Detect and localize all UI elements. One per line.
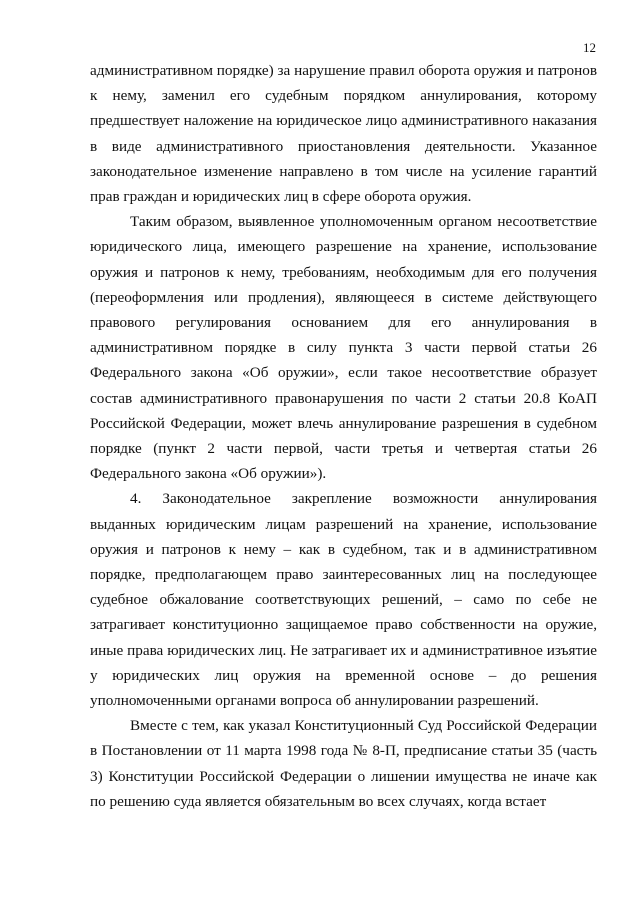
document-body xyxy=(90,58,597,814)
paragraph-continuation: административном порядке) за нарушение правил оборота оружия и патронов к нему, заменил его судебным порядком аннулирования, которому предшествует наложение на юридическое лицо административного наказания в виде административного приостановления деятельности. Указанное законодательное изменение направлено в том числе на усиление гарантий прав граждан и юридических лиц в сфере оборота оружия. xyxy=(90,62,597,206)
page-number: 12 xyxy=(583,40,596,55)
paragraph-point-4: 4. Законодательное закрепление возможности аннулирования выданных юридическим лицам разрешений на хранение, использование оружия и патронов к нему – как в судебном, так и в административном порядке, предполагающем право заинтересованных лиц на последующее судебное обжалование соответствующих решений, – само по себе не затрагивает конституционно защищаемое право собственности на оружие, иные права юридических лиц. Не затрагивает их и административное изъятие у юридических лиц оружия на временной основе – до решения уполномоченными органами вопроса об аннулировании разрешений. xyxy=(90,490,597,710)
paragraph-however: Вместе с тем, как указал Конституционный Суд Российской Федерации в Постановлении от 11 марта 1998 года № 8-П, предписание статьи 35 (часть 3) Конституции Российской Федерации о лишении имущества не иначе как по решению суда является обязательным во всех случаях, когда встает xyxy=(90,717,597,810)
paragraph-thus: Таким образом, выявленное уполномоченным органом несоответствие юридического лица, имеющего разрешение на хранение, использование оружия и патронов к нему, требованиям, необходимым для его получения (переоформления или продления), являющееся в системе действующего правового регулирования основанием для его аннулирования в административном порядке в силу пункта 3 части первой статьи 26 Федерального закона «Об оружии», если такое несоответствие образует состав административного правонарушения по части 2 статьи 20.8 КоАП Российской Федерации, может влечь аннулирование разрешения в судебном порядке (пункт 2 части первой, части третья и четвертая статьи 26 Федерального закона «Об оружии»). xyxy=(90,213,597,483)
